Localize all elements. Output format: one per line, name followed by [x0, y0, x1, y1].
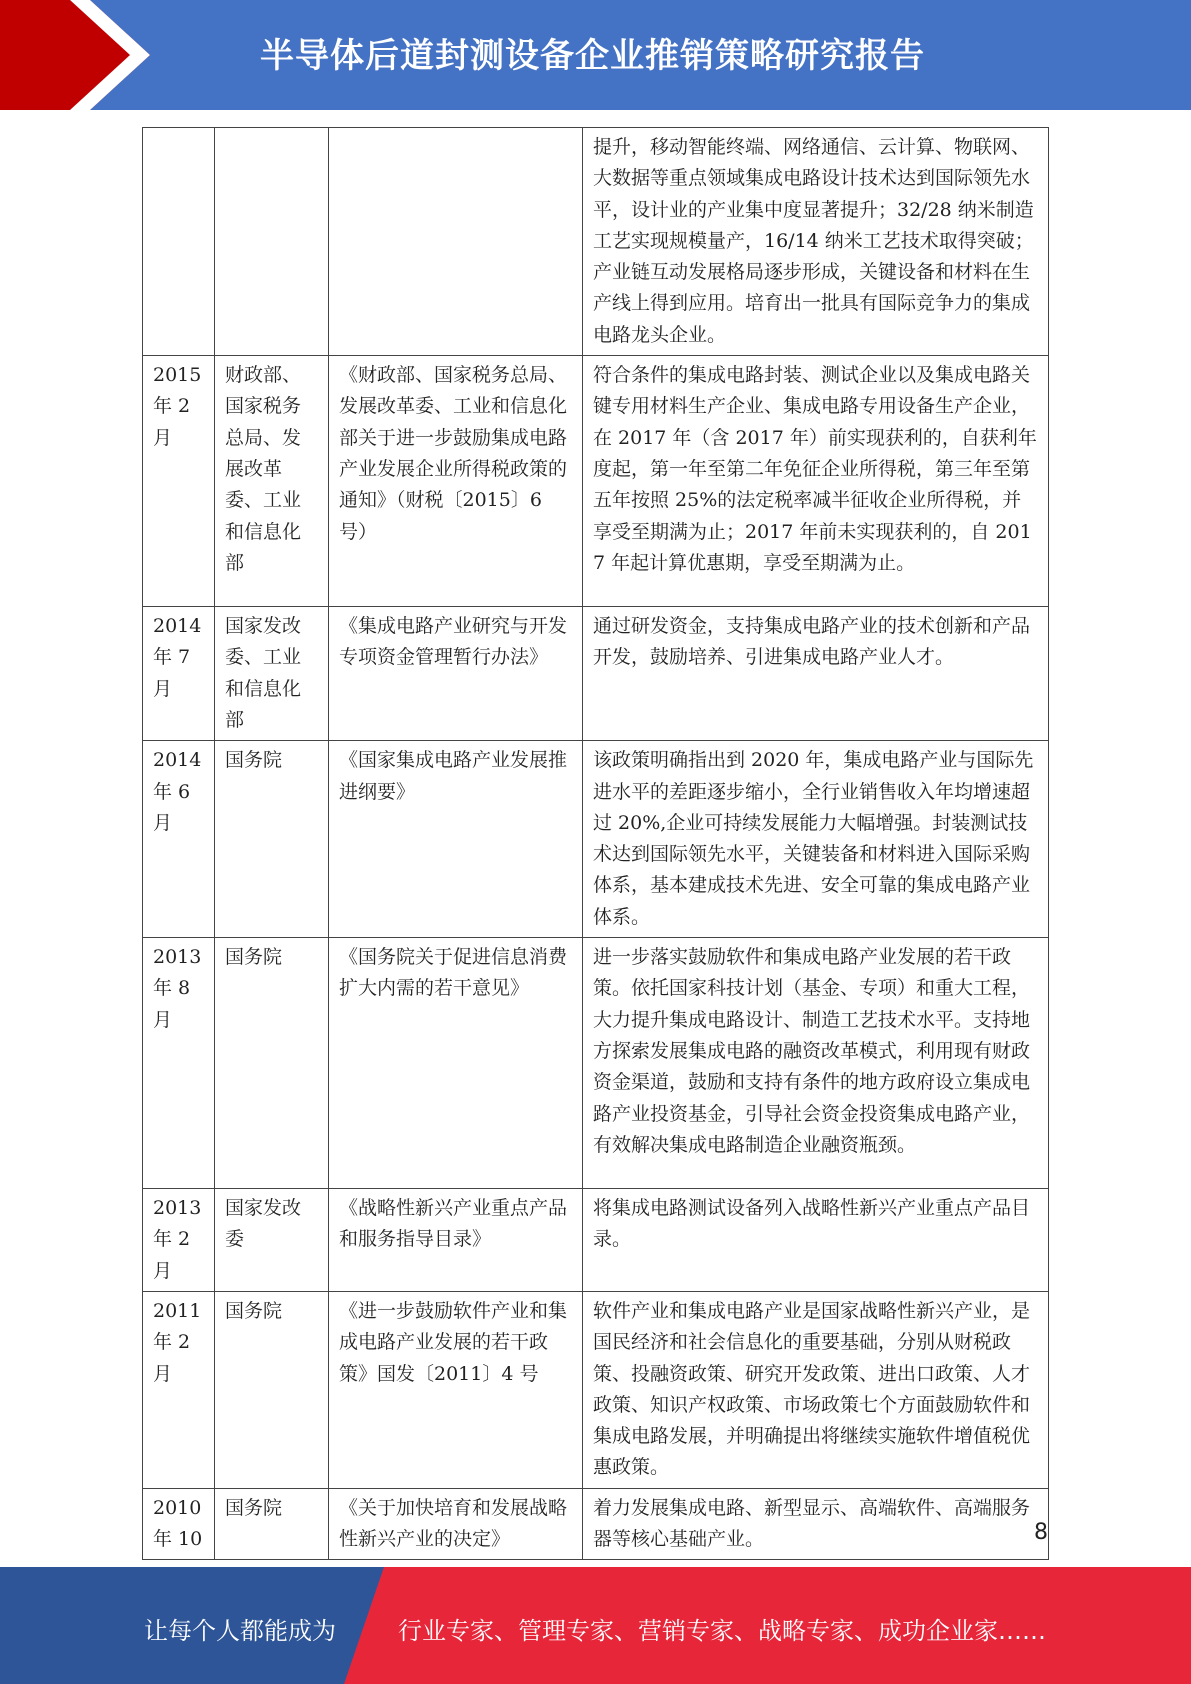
date-cell: 2013 年 8 月	[143, 938, 215, 1189]
date-cell: 2011 年 2 月	[143, 1291, 215, 1488]
footer-slogan-left: 让每个人都能成为	[144, 1617, 336, 1645]
content-cell: 提升，移动智能终端、网络通信、云计算、物联网、大数据等重点领域集成电路设计技术达到国际领先水平，设计业的产业集中度显著提升；32/28 纳米制造工艺实现规模量产，16/14 纳米工艺技术取得突破；产业链互动发展格局逐步形成，关键设备和材料在生产线上得到应用。培育出一批具有国际竞争力的集成电路龙头企业。	[583, 128, 1049, 356]
page-footer	[0, 1567, 1191, 1684]
page-number: 8	[1034, 1520, 1048, 1545]
table-row	[143, 356, 1049, 607]
content-cell: 符合条件的集成电路封装、测试企业以及集成电路关键专用材料生产企业、集成电路专用设备生产企业，在 2017 年（含 2017 年）前实现获利的，自获利年度起，第一年至第二年免征企业所得税，第三年至第五年按照 25%的法定税率减半征收企业所得税，并享受至期满为止；2017 年前未实现获利的，自 2017 年起计算优惠期，享受至期满为止。	[583, 356, 1049, 607]
document-cell: 《国家集成电路产业发展推进纲要》	[329, 741, 583, 938]
table-row	[143, 741, 1049, 938]
document-cell	[329, 128, 583, 356]
agency-cell: 国家发改委、工业和信息化部	[215, 607, 329, 741]
date-cell: 2013 年 2 月	[143, 1189, 215, 1292]
date-cell: 2014 年 7 月	[143, 607, 215, 741]
agency-cell: 国务院	[215, 938, 329, 1189]
document-cell: 《关于加快培育和发展战略性新兴产业的决定》	[329, 1488, 583, 1560]
agency-cell: 国务院	[215, 1488, 329, 1560]
agency-cell: 财政部、国家税务总局、发展改革委、工业和信息化部	[215, 356, 329, 607]
agency-cell: 国务院	[215, 741, 329, 938]
document-cell: 《集成电路产业研究与开发专项资金管理暂行办法》	[329, 607, 583, 741]
table-row	[143, 1189, 1049, 1292]
table-row	[143, 607, 1049, 741]
page-header	[0, 0, 1191, 110]
agency-cell	[215, 128, 329, 356]
document-cell: 《国务院关于促进信息消费扩大内需的若干意见》	[329, 938, 583, 1189]
date-cell: 2010 年 10	[143, 1488, 215, 1560]
document-cell: 《进一步鼓励软件产业和集成电路产业发展的若干政策》国发〔2011〕4 号	[329, 1291, 583, 1488]
report-title: 半导体后道封测设备企业推销策略研究报告	[260, 36, 925, 76]
content-cell: 该政策明确指出到 2020 年，集成电路产业与国际先进水平的差距逐步缩小，全行业销售收入年均增速超过 20%,企业可持续发展能力大幅增强。封装测试技术达到国际领先水平，关键装备和材料进入国际采购体系，基本建成技术先进、安全可靠的集成电路产业体系。	[583, 741, 1049, 938]
agency-cell: 国家发改委	[215, 1189, 329, 1292]
policy-table	[142, 127, 1049, 1560]
content-cell: 将集成电路测试设备列入战略性新兴产业重点产品目录。	[583, 1189, 1049, 1292]
content-cell: 进一步落实鼓励软件和集成电路产业发展的若干政策。依托国家科技计划（基金、专项）和重大工程，大力提升集成电路设计、制造工艺技术水平。支持地方探索发展集成电路的融资改革模式，利用现有财政资金渠道，鼓励和支持有条件的地方政府设立集成电路产业投资基金，引导社会资金投资集成电路产业，有效解决集成电路制造企业融资瓶颈。	[583, 938, 1049, 1189]
date-cell: 2015 年 2 月	[143, 356, 215, 607]
table-row	[143, 938, 1049, 1189]
footer-slogan-right: 行业专家、管理专家、营销专家、战略专家、成功企业家……	[398, 1617, 1046, 1645]
content-cell: 软件产业和集成电路产业是国家战略性新兴产业，是国民经济和社会信息化的重要基础，分别从财税政策、投融资政策、研究开发政策、进出口政策、人才政策、知识产权政策、市场政策七个方面鼓励软件和集成电路发展，并明确提出将继续实施软件增值税优惠政策。	[583, 1291, 1049, 1488]
document-cell: 《战略性新兴产业重点产品和服务指导目录》	[329, 1189, 583, 1292]
content-cell: 通过研发资金，支持集成电路产业的技术创新和产品开发，鼓励培养、引进集成电路产业人才。	[583, 607, 1049, 741]
content-cell: 着力发展集成电路、新型显示、高端软件、高端服务器等核心基础产业。	[583, 1488, 1049, 1560]
date-cell: 2014 年 6 月	[143, 741, 215, 938]
date-cell	[143, 128, 215, 356]
agency-cell: 国务院	[215, 1291, 329, 1488]
table-row	[143, 1291, 1049, 1488]
document-cell: 《财政部、国家税务总局、发展改革委、工业和信息化部关于进一步鼓励集成电路产业发展企业所得税政策的通知》（财税〔2015〕6 号）	[329, 356, 583, 607]
table-row	[143, 1488, 1049, 1560]
table-row	[143, 128, 1049, 356]
